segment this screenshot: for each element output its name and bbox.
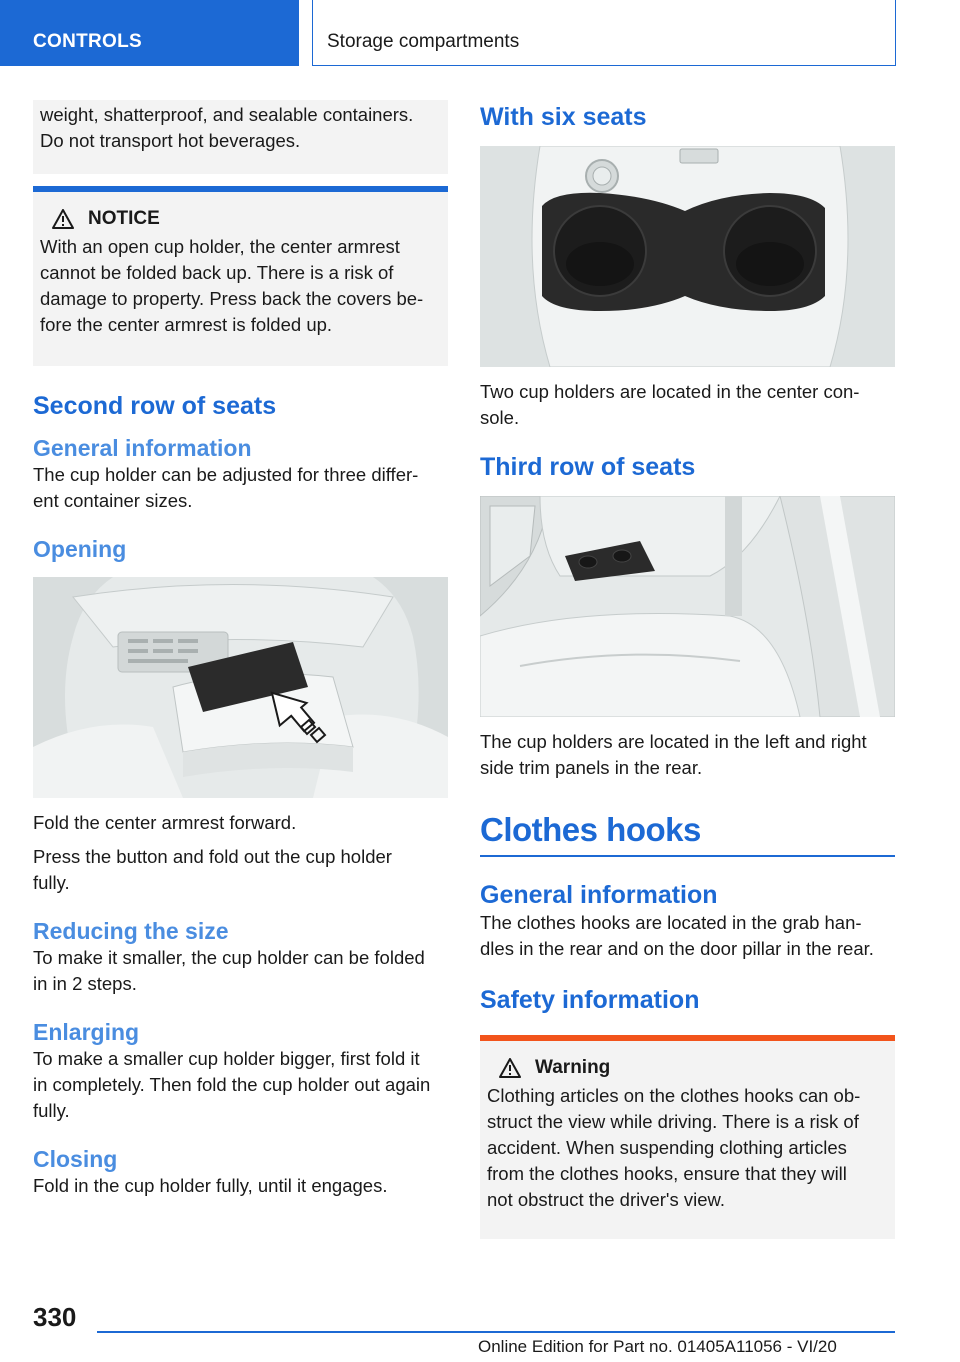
general-info-text (33, 462, 448, 514)
warning-line: Clothing articles on the clothes hooks can ob- (487, 1084, 861, 1106)
heading-six-seats: With six seats (480, 103, 647, 131)
text-line: sole. (480, 407, 520, 428)
text-line: The cup holders are located in the left and right (480, 731, 867, 752)
page-header (0, 0, 960, 66)
note-line: weight, shatterproof, and sealable containers. (40, 104, 414, 125)
text-line: fully. (33, 872, 70, 893)
console-illustration (480, 146, 895, 367)
warning-line: struct the view while driving. There is a risk of (487, 1110, 859, 1132)
warning-box (480, 1041, 895, 1239)
text-line: To make a smaller cup holder bigger, first fold it (33, 1048, 420, 1069)
heading-clothes-hooks: Clothes hooks (480, 811, 701, 848)
side-trim-illustration (480, 496, 895, 717)
footer-rule (97, 1331, 895, 1333)
right-column (480, 100, 895, 1239)
notice-line: cannot be folded back up. There is a risk of (40, 262, 394, 283)
text-line: ent container sizes. (33, 490, 193, 511)
warning-line: accident. When suspending clothing articles (487, 1136, 847, 1158)
center-console-cupholder-figure (480, 146, 895, 367)
edition-text: Online Edition for Part no. 01405A11056 - VI/20 (478, 1337, 837, 1356)
text-line: To make it smaller, the cup holder can be folded (33, 947, 425, 968)
text-line: The clothes hooks are located in the grab han- (480, 911, 862, 933)
note-line: Do not transport hot beverages. (40, 130, 301, 151)
third-row-text (480, 729, 895, 781)
text-line: side trim panels in the rear. (480, 757, 703, 778)
closing-text: Fold in the cup holder fully, until it engages. (33, 1175, 388, 1196)
notice-line: fore the center armrest is folded up. (40, 314, 333, 335)
heading-closing: Closing (33, 1146, 118, 1172)
enlarging-text (33, 1046, 448, 1124)
six-seats-text (480, 379, 895, 431)
heading-second-row: Second row of seats (33, 392, 277, 420)
chapter-title: Storage compartments (312, 0, 896, 66)
heading-opening: Opening (33, 536, 127, 562)
armrest-cupholder-figure (33, 577, 448, 798)
warning-line: not obstruct the driver's view. (487, 1188, 725, 1210)
text-line: dles in the rear and on the door pillar in the rear. (480, 937, 874, 959)
text-line: in completely. Then fold the cup holder out again (33, 1074, 431, 1095)
warning-triangle-icon (499, 1058, 521, 1078)
heading-general-info: General information (33, 435, 252, 461)
text-line: The cup holder can be adjusted for three differ- (33, 464, 419, 485)
warning-line: from the clothes hooks, ensure that they will (487, 1162, 847, 1184)
opening-text (33, 810, 448, 896)
section-tab: CONTROLS (0, 0, 299, 66)
heading-third-row: Third row of seats (480, 453, 696, 481)
armrest-illustration (33, 577, 448, 798)
warning-title: Warning (535, 1056, 611, 1078)
side-trim-cupholder-figure (480, 496, 895, 717)
reducing-text (33, 945, 448, 997)
text-line: Press the button and fold out the cup holder (33, 846, 392, 867)
notice-line: damage to property. Press back the covers be- (40, 288, 424, 309)
page-number: 330 (33, 1302, 77, 1332)
heading-enlarging: Enlarging (33, 1019, 140, 1045)
text-line: Fold the center armrest forward. (33, 812, 297, 833)
notice-title: NOTICE (88, 208, 160, 229)
heading-general-info-hooks: General information (480, 880, 718, 909)
text-line: Two cup holders are located in the center con- (480, 381, 860, 402)
heading-reducing: Reducing the size (33, 918, 229, 944)
text-line: fully. (33, 1100, 70, 1121)
text-line: in in 2 steps. (33, 973, 137, 994)
hooks-general-text (480, 910, 895, 962)
left-column (33, 100, 448, 1199)
notice-box (33, 192, 448, 366)
heading-safety-info: Safety information (480, 985, 700, 1014)
warning-heading (487, 1055, 887, 1081)
notice-heading (40, 206, 440, 232)
warning-triangle-icon (52, 209, 74, 229)
notice-line: With an open cup holder, the center armrest (40, 236, 400, 257)
continued-note-box (33, 100, 448, 174)
